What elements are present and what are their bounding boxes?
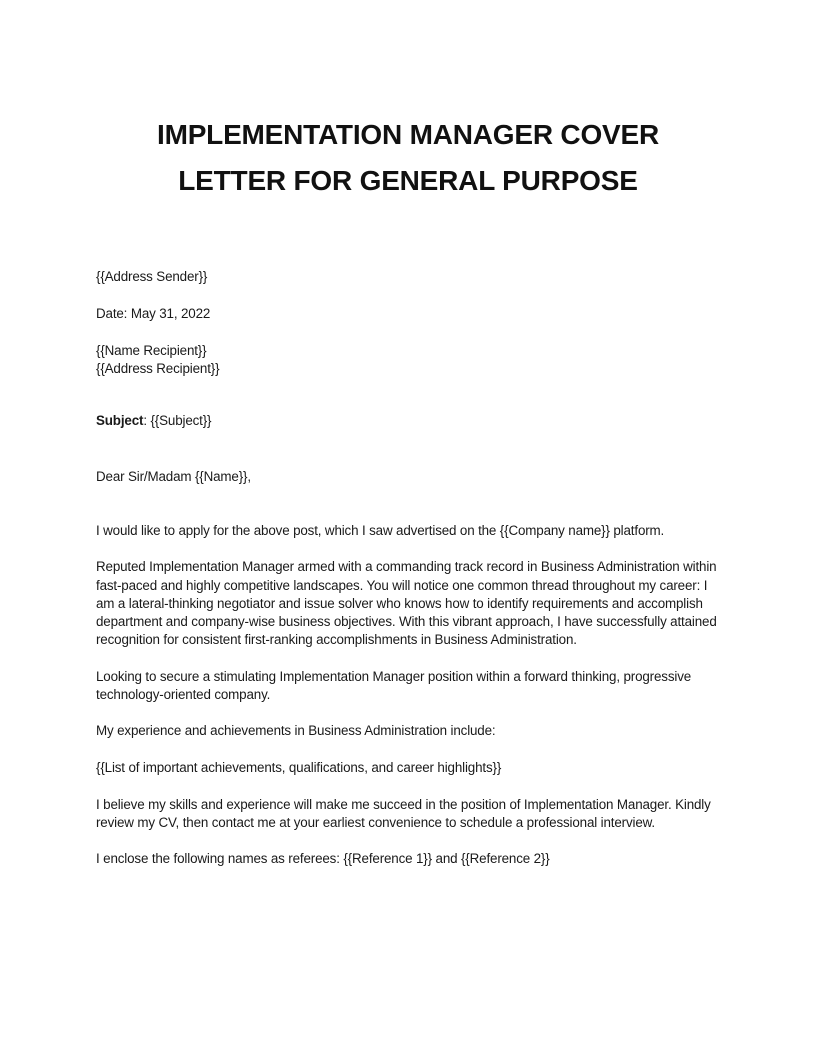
title-line-1: IMPLEMENTATION MANAGER COVER bbox=[156, 119, 660, 150]
paragraph-goal: Looking to secure a stimulating Implementation Manager position within a forward thinking, progressive technology-oriented company. bbox=[96, 668, 692, 702]
subject-line bbox=[96, 412, 726, 430]
salutation: Dear Sir/Madam {{Name}}, bbox=[96, 469, 251, 485]
paragraph-summary: Reputed Implementation Manager armed with a commanding track record in Business Administration within fast-paced and highly competitive landscapes. You will notice one common thread throughout my career: I am a lateral-thinking negotiator and issue solver who knows how to identify requirements and accomplish department and company-wise business objectives. With this vibrant approach, I have successfully attained recognition for consistent first-ranking accomplishments in Business Administration. bbox=[96, 559, 717, 648]
paragraph-experience: My experience and achievements in Business Administration include: bbox=[96, 723, 496, 739]
name-recipient: {{Name Recipient}} bbox=[96, 343, 207, 358]
subject-value: : {{Subject}} bbox=[143, 413, 212, 429]
paragraph-referees: I enclose the following names as referees: {{Reference 1}} and {{Reference 2}} bbox=[96, 851, 550, 867]
letter-body bbox=[96, 268, 726, 869]
letter-date: Date: May 31, 2022 bbox=[96, 306, 211, 321]
paragraph-achievements: {{List of important achievements, qualifications, and career highlights}} bbox=[96, 759, 502, 775]
address-recipient: {{Address Recipient}} bbox=[96, 361, 220, 377]
subject-label: Subject bbox=[96, 413, 144, 429]
address-sender: {{Address Sender}} bbox=[96, 269, 208, 284]
title-line-2: LETTER FOR GENERAL PURPOSE bbox=[178, 165, 638, 196]
paragraph-intro: I would like to apply for the above post, which I saw advertised on the {{Company name}} platform. bbox=[96, 523, 665, 538]
document-title bbox=[96, 112, 720, 204]
paragraph-closing: I believe my skills and experience will make me succeed in the position of Implementation Manager. Kindly review my CV, then contact me at your earliest convenience to schedule a professional interview. bbox=[96, 796, 711, 830]
